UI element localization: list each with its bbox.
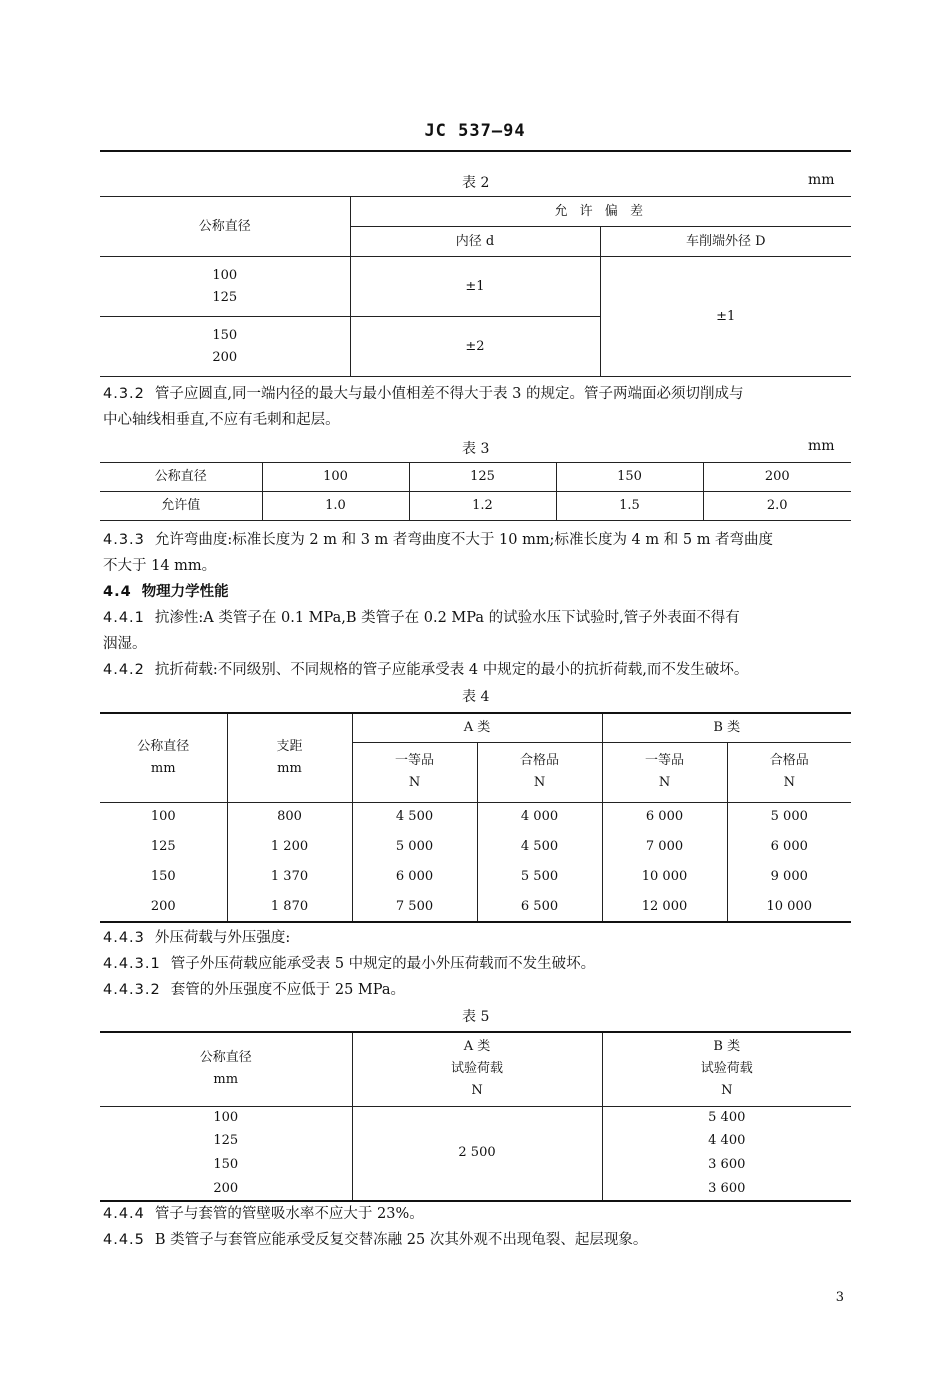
table-row: 100 125 ±1 ±1 [100,257,851,317]
table3 [100,462,851,521]
table4-header-class-b: B 类 [602,713,851,742]
table5-header-class-b: B 类 试验荷载 N [602,1032,851,1106]
table4-caption: 表 4 [462,689,490,705]
table4: 公称直径 mm 支距 mm A 类 B 类 一等品 N 合格品 N 一等品 N 合格品 N 100 800 4 500 4 000 6 000 5 000 125 1 200 5 000 4 500 7 000 6 000 150 1 370 6 000 5 500 10 000 9 000 200 1 870 7 500 6 500 12 000 10 000 [100,712,851,923]
table3-caption: 表 3 [462,441,490,457]
header-rule [100,150,851,152]
table2-unit: mm [808,172,835,188]
table-row: 100 2 500 5 400 [100,1106,851,1129]
table2-header-outer: 车削端外径 D [600,227,851,257]
clause-4-4-3: 4.4.3 外压荷载与外压强度: [103,930,291,946]
clause-4-4-3-1: 4.4.3.1 管子外压荷载应能承受表 5 中规定的最小外压荷载而不发生破坏。 [103,956,596,972]
page-number: 3 [835,1290,844,1305]
table2-header-inner: 内径 d [350,227,600,257]
table5 [100,1031,851,1202]
table2-outer-value: ±1 [600,257,851,377]
table-row: 200 3 600 [100,1177,851,1201]
table4-header-span: 支距 mm [227,713,352,802]
clause-4-4-5: 4.4.5 B 类管子与套管应能承受反复交替冻融 25 次其外观不出现龟裂、起层现象。 [103,1232,648,1248]
table2-caption: 表 2 [462,175,490,191]
table-row: 125 1 200 5 000 4 500 7 000 6 000 [100,832,851,862]
table-row: 公称直径 100 125 150 200 [100,463,851,492]
clause-4-4-4: 4.4.4 管子与套管的管壁吸水率不应大于 23%。 [103,1206,424,1222]
table-row: 125 4 400 [100,1129,851,1153]
table5-class-a-value: 2 500 [352,1106,602,1201]
clause-4-4-1-cont: 洇湿。 [103,636,147,652]
clause-4-3-3: 4.3.3 允许弯曲度:标准长度为 2 m 和 3 m 者弯曲度不大于 10 mm;标准长度为 4 m 和 5 m 者弯曲度 [103,532,774,548]
clause-4-3-2-cont: 中心轴线相垂直,不应有毛刺和起层。 [103,412,340,428]
table2-header-nominal: 公称直径 [100,197,350,257]
clause-4-4-2: 4.4.2 抗折荷载:不同级别、不同规格的管子应能承受表 4 中规定的最小的抗折荷载,而不发生破坏。 [103,662,749,678]
standard-number-header: JC 537—94 [424,121,526,141]
table5-caption: 表 5 [462,1009,490,1025]
clause-4-3-3-cont: 不大于 14 mm。 [103,558,217,574]
table2 [100,196,851,377]
table-row: 150 1 370 6 000 5 500 10 000 9 000 [100,862,851,892]
table4-header-nominal: 公称直径 mm [100,713,227,802]
table2-header-deviation: 允 许 偏 差 [350,197,851,227]
table-row: 100 800 4 500 4 000 6 000 5 000 [100,802,851,832]
table-row: 200 1 870 7 500 6 500 12 000 10 000 [100,892,851,922]
table-row: 150 200 ±2 [100,317,851,377]
table5-header-nominal: 公称直径 mm [100,1032,352,1106]
table5-header-class-a: A 类 试验荷载 N [352,1032,602,1106]
table-row: 允许值 1.0 1.2 1.5 2.0 [100,492,851,521]
section-4-4-heading: 4.4 物理力学性能 [103,583,229,600]
clause-4-4-1: 4.4.1 抗渗性:A 类管子在 0.1 MPa,B 类管子在 0.2 MPa 的试验水压下试验时,管子外表面不得有 [103,610,740,626]
table3-unit: mm [808,438,835,454]
table4-header-class-a: A 类 [352,713,602,742]
clause-4-4-3-2: 4.4.3.2 套管的外压强度不应低于 25 MPa。 [103,982,405,998]
clause-4-3-2: 4.3.2 管子应圆直,同一端内径的最大与最小值相差不得大于表 3 的规定。管子两端面必须切削成与 [103,386,744,402]
table-row: 150 3 600 [100,1153,851,1177]
